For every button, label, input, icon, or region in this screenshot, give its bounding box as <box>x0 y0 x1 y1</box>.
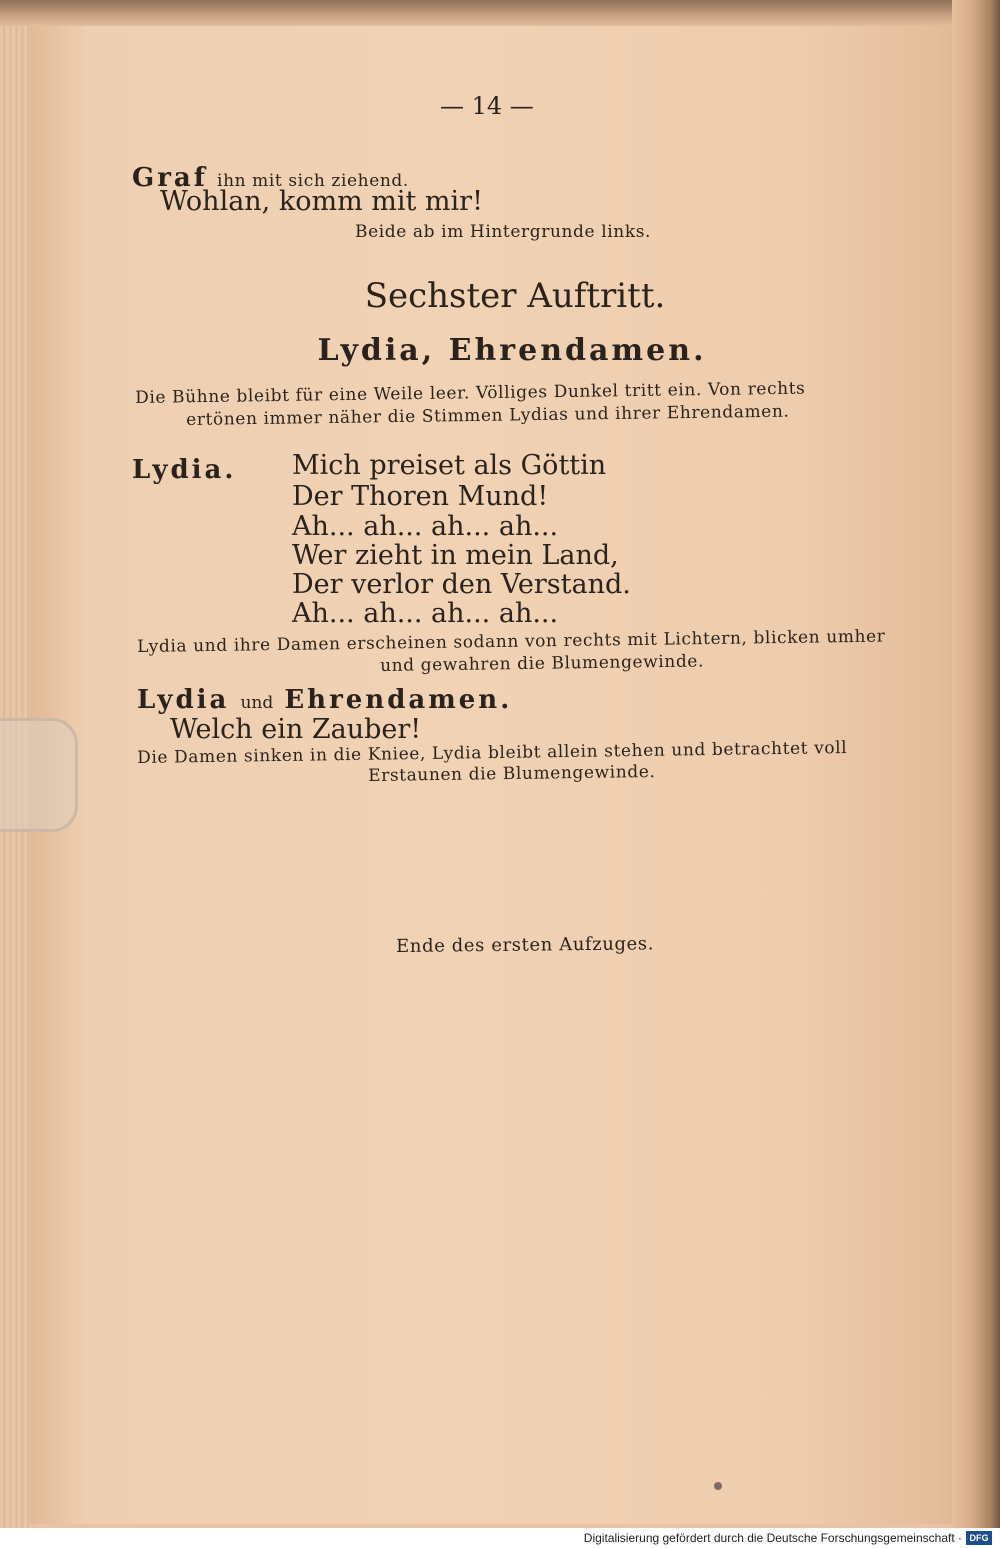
page-number: — 14 — <box>440 92 534 120</box>
speaker-ehrendamen-name: Ehrendamen. <box>284 685 513 715</box>
speaker-lydia: Lydia. <box>132 455 237 485</box>
verse-line-3: Ah... ah... ah... ah... <box>292 511 559 542</box>
dialogue-line-zauber: Welch ein Zauber! <box>170 714 422 745</box>
conjunction: und <box>240 693 274 713</box>
footer-credit: Digitalisierung gefördert durch die Deutsche Forschungsgemeinschaft · <box>583 1531 962 1545</box>
paper-speck <box>714 1482 722 1490</box>
book-gutter <box>952 0 1000 1528</box>
scene-direction-line-1: Die Bühne bleibt für eine Weile leer. Völliges Dunkel tritt ein. Von rechts <box>135 378 806 408</box>
stage-direction-line-2: und gewahren die Blumengewinde. <box>380 651 705 676</box>
top-shadow <box>0 0 1000 26</box>
stage-direction-kniee-2: Erstaunen die Blumengewinde. <box>368 761 656 786</box>
speaker-lydia-name: Lydia <box>137 685 230 715</box>
dialogue-line: Wohlan, komm mit mir! <box>160 186 483 217</box>
stage-direction-kniee-1: Die Damen sinken in die Kniee, Lydia bleibt allein stehen und betrachtet voll <box>137 738 848 768</box>
stage-direction: ihn mit sich ziehend. <box>217 171 409 191</box>
verse-line-1: Mich preiset als Göttin <box>292 450 607 481</box>
verse-line-4: Wer zieht in mein Land, <box>292 540 619 571</box>
speakers-lydia-ehrendamen <box>137 685 512 715</box>
dfg-logo: DFG <box>966 1531 992 1545</box>
speaker-name: Graf <box>132 163 208 193</box>
scene-characters: Lydia, Ehrendamen. <box>317 333 707 368</box>
page-tab <box>0 718 78 832</box>
end-of-act-note: Ende des ersten Aufzuges. <box>396 933 655 957</box>
scene-direction-line-2: ertönen immer näher die Stimmen Lydias und ihrer Ehrendamen. <box>186 401 790 430</box>
verse-line-5: Der verlor den Verstand. <box>292 569 631 600</box>
verse-line-6: Ah... ah... ah... ah... <box>292 598 559 629</box>
verse-line-2: Der Thoren Mund! <box>292 481 549 512</box>
scene-title: Sechster Auftritt. <box>364 276 666 316</box>
exit-direction: Beide ab im Hintergrunde links. <box>355 222 652 242</box>
stage-direction-line-1: Lydia und ihre Damen erscheinen sodann von rechts mit Lichtern, blicken umher <box>137 626 886 657</box>
